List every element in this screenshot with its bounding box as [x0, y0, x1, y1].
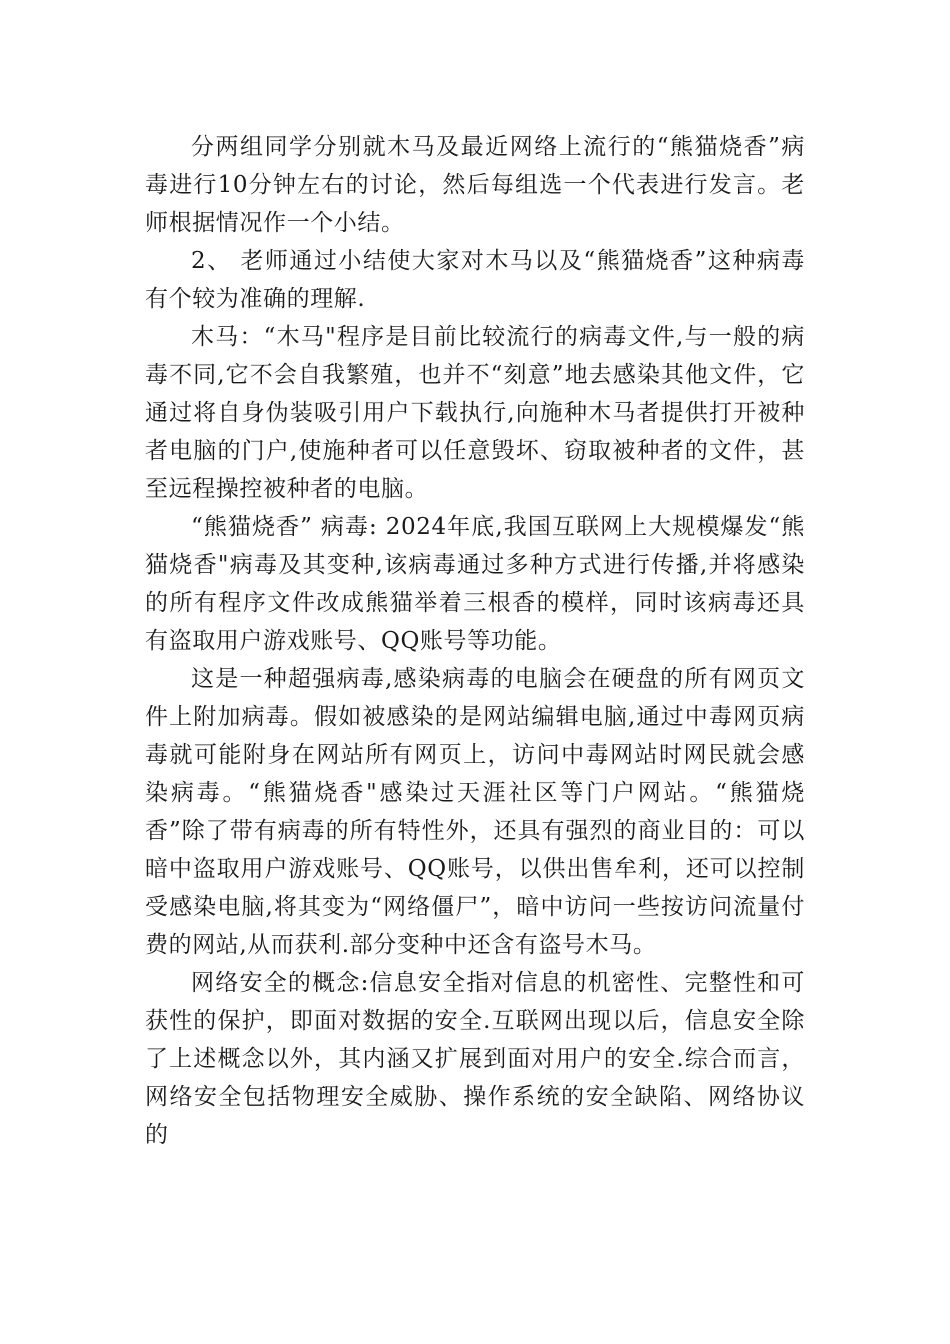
paragraph-super-virus: 这是一种超强病毒,感染病毒的电脑会在硬盘的所有网页文件上附加病毒。假如被感染的是网站编辑电脑,通过中毒网页病毒就可能附身在网站所有网页上，访问中毒网站时网民就会感染病毒。“熊猫烧香"感染过天涯社区等门户网站。“熊猫烧香”除了带有病毒的所有特性外，还具有强烈的商业目的：可以暗中盗取用户游戏账号、QQ账号，以供出售牟利，还可以控制受感染电脑,将其变为“网络僵尸”，暗中访问一些按访问流量付费的网站,从而获利.部分变种中还含有盗号木马。: [145, 666, 805, 958]
paragraph-trojan-definition: 木马：“木马"程序是目前比较流行的病毒文件,与一般的病毒不同,它不会自我繁殖，也并不“刻意”地去感染其他文件，它通过将自身伪装吸引用户下载执行,向施种木马者提供打开被种者电脑的门户,使施种者可以任意毁坏、窃取被种者的文件，甚至远程操控被种者的电脑。: [145, 324, 805, 502]
paragraph-teacher-summary: 2、 老师通过小结使大家对木马以及“熊猫烧香”这种病毒有个较为准确的理解.: [145, 248, 805, 312]
document-body: [145, 128, 805, 1154]
paragraph-network-security: 网络安全的概念:信息安全指对信息的机密性、完整性和可获性的保护，即面对数据的安全.互联网出现以后，信息安全除了上述概念以外，其内涵又扩展到面对用户的安全.综合而言，网络安全包括物理安全威胁、操作系统的安全缺陷、网络协议的: [145, 970, 805, 1148]
paragraph-group-discussion: 分两组同学分别就木马及最近网络上流行的“熊猫烧香”病毒进行10分钟左右的讨论，然后每组选一个代表进行发言。老师根据情况作一个小结。: [145, 134, 805, 236]
paragraph-panda-virus: “熊猫烧香” 病毒: 2024年底,我国互联网上大规模爆发“熊猫烧香"病毒及其变种,该病毒通过多种方式进行传播,并将感染的所有程序文件改成熊猫举着三根香的模样，同时该病毒还具有盗取用户游戏账号、QQ账号等功能。: [145, 514, 805, 654]
